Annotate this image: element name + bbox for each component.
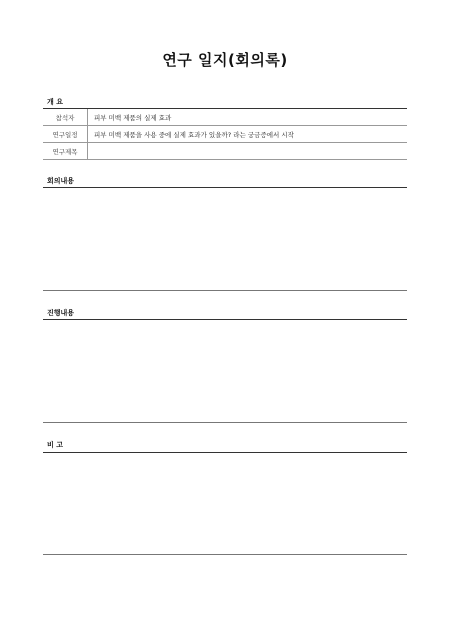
progress-heading: 진행내용 (47, 309, 75, 317)
meeting-content-area (43, 190, 407, 288)
table-row (43, 126, 407, 143)
overview-table (43, 109, 407, 160)
attendees-label: 참석자 (43, 109, 88, 126)
table-row (43, 143, 407, 160)
remarks-bottom-rule (43, 554, 407, 555)
remarks-heading: 비 고 (47, 441, 63, 449)
research-title-value (88, 143, 408, 160)
remarks-top-rule (43, 452, 407, 453)
schedule-value: 피부 미백 제품을 사용 중에 실제 효과가 있을까? 라는 궁금증에서 시작 (88, 126, 408, 143)
overview-heading: 개 요 (47, 98, 63, 106)
progress-content-area (43, 322, 407, 420)
progress-top-rule (43, 319, 407, 320)
meeting-heading: 회의내용 (47, 177, 75, 185)
table-row (43, 109, 407, 126)
progress-bottom-rule (43, 422, 407, 423)
schedule-label: 연구일정 (43, 126, 88, 143)
remarks-content-area (43, 455, 407, 553)
research-title-label: 연구제목 (43, 143, 88, 160)
meeting-top-rule (43, 187, 407, 188)
attendees-value: 피부 미백 제품의 실제 효과 (88, 109, 408, 126)
page-title: 연구 일지(회의록) (162, 51, 288, 69)
meeting-bottom-rule (43, 290, 407, 291)
